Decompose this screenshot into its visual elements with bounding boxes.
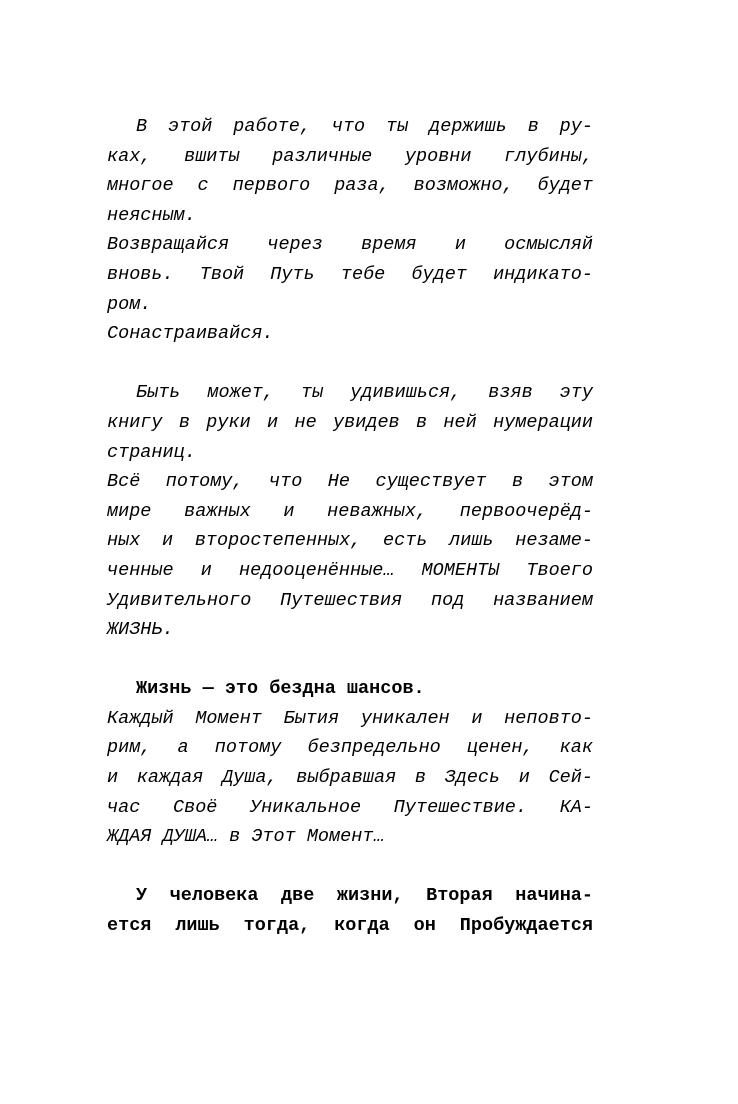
text-line: книгу в руки и не увидев в ней нумерации [107, 411, 593, 433]
paragraph-gap [107, 349, 593, 379]
text-line: неясным. [107, 204, 196, 226]
paragraph-return [107, 230, 593, 319]
text-line: ЖДАЯ ДУША… в Этот Момент… [107, 826, 385, 848]
paragraph-attune [107, 319, 593, 349]
paragraph-work-depth [107, 112, 593, 230]
paragraph-gap [107, 852, 593, 882]
book-page [107, 112, 593, 941]
text-line: Удивительного Путешествия под названием [107, 589, 593, 611]
text-line: ных и второстепенных, есть лишь незаме- [107, 530, 593, 552]
text-line: Всё потому, что Не существует в этом [107, 471, 593, 493]
text-line: ченные и недооценённые… МОМЕНТЫ Твоего [107, 559, 593, 581]
text-line: вновь. Твой Путь тебе будет индикато- [107, 263, 593, 285]
text-line: Сонастраивайся. [107, 323, 274, 345]
paragraph-no-page-numbers [107, 378, 593, 467]
text-line: и каждая Душа, выбравшая в Здесь и Сей- [107, 767, 593, 789]
text-line: В этой работе, что ты держишь в ру- [136, 116, 593, 137]
text-line: ром. [107, 293, 152, 315]
paragraph-two-lives [107, 881, 593, 940]
text-line: страниц. [107, 441, 196, 463]
paragraph-every-moment [107, 704, 593, 852]
text-line: У человека две жизни, Вторая начина- [136, 885, 593, 907]
text-line: мире важных и неважных, первоочерёд- [107, 500, 593, 522]
text-line: рим, а потому безпредельно ценен, как [107, 737, 593, 759]
paragraph-gap [107, 645, 593, 675]
text-line: Быть может, ты удивишься, взяв эту [136, 382, 593, 404]
paragraph-moments [107, 467, 593, 645]
text-line: ется лишь тогда, когда он Пробуждается [107, 915, 593, 937]
text-line: Каждый Момент Бытия уникален и неповто- [107, 707, 593, 729]
text-line: ках, вшиты различные уровни глубины, [107, 145, 593, 167]
heading-life-chances [107, 674, 593, 704]
text-line: Жизнь — это бездна шансов. [136, 678, 425, 700]
text-line: Возвращайся через время и осмысляй [107, 234, 593, 256]
text-line: многое с первого раза, возможно, будет [107, 175, 593, 197]
text-line: час Своё Уникальное Путешествие. КА- [107, 796, 593, 818]
text-line: ЖИЗНЬ. [107, 619, 174, 641]
